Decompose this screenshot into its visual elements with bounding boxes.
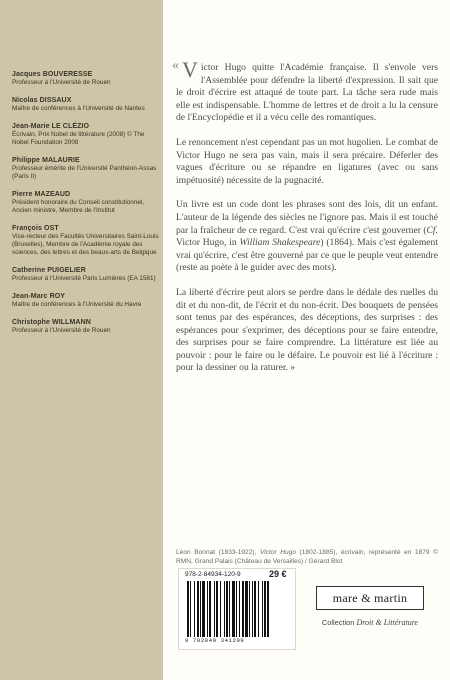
blurb xyxy=(172,57,438,387)
drop-cap: V xyxy=(182,57,198,82)
contributor-title: Écrivain, Prix Nobel de littérature (2008) © The Nobel Foundation 2008 xyxy=(12,131,145,146)
barcode-bar xyxy=(226,581,228,637)
contributor-name: Pierre MAZEAUD xyxy=(12,191,71,198)
contributor-title: Maître de conférences à l'Université du Havre xyxy=(12,301,142,308)
barcode-bar xyxy=(242,581,244,637)
paragraph-1-text: ictor Hugo quitte l'Académie française. Il s'envole vers l'Assemblée pour défendre la liberté d'expression. Il sait que le droit d'écrire est attaqué de toute part. La tâche sera rude mais elle est indispensable. L'homme de lettres et de droit a lu la censure de l'Encyclopédie et il a vécu celle des romantiques. xyxy=(176,62,438,124)
p3-text-a: Un livre est un code dont les phrases sont des lois, dit un enfant. L'auteur de la légende des siècles ne l'ignore pas. Mais il est touché par la fraîcheur de ce regard. C'est vrai qu'écrire c'est gouverner ( xyxy=(176,199,438,236)
blurb-paragraph-4: La liberté d'écrire peut alors se perdre dans le dédale des ruelles du dit et du non-dit, de l'écrit et du non-écrit. Des bouquets de pensées sont tenus par des espérances, des déceptions, des surprises : des espérances pour s'exprimer, des déceptions pour se faire entendre, des surprises pour se faire comprendre. La littérature est liée au pouvoir : pour le faire ou le défaire. Le pouvoir est lié à l'écriture : pour la dessiner ou la raturer. » xyxy=(176,286,438,374)
contributor-entry xyxy=(12,190,162,215)
contributor-title: Professeur à l'Université de Rouen xyxy=(12,79,111,86)
barcode-bar xyxy=(252,581,253,637)
barcode-bar xyxy=(258,581,259,637)
barcode-bar xyxy=(224,581,225,637)
contributor-entry xyxy=(12,266,162,283)
barcode-bar xyxy=(236,581,237,637)
contributors-sidebar xyxy=(0,0,163,680)
contributor-title: Professeur à l'Université Paris Lumières (EA 1581) xyxy=(12,275,156,282)
barcode-digits: 9 782849 341209 xyxy=(185,637,245,644)
barcode-bar xyxy=(249,581,250,637)
contributor-entry xyxy=(12,156,162,181)
blurb-paragraph-2: Le renoncement n'est cependant pas un mot hugolien. Le combat de Victor Hugo ne sera pas vain, mais il sera précaire. Déferler des vagues d'écriture ou se répandre en ligatures (avec ou sans impétuosité) nécessite de la pugnacité. xyxy=(176,136,438,186)
p3-text-b: Victor Hugo, in xyxy=(176,237,240,249)
contributor-title: Maître de conférences à l'Université de Nantes xyxy=(12,105,145,112)
contributor-entry xyxy=(12,122,162,147)
barcode-bar xyxy=(254,581,256,637)
barcode-bar xyxy=(232,581,235,637)
contributor-name: François OST xyxy=(12,225,59,232)
barcode-bar xyxy=(262,581,263,637)
barcode-bar xyxy=(245,581,248,637)
barcode-bar xyxy=(229,581,230,637)
barcode-bar xyxy=(239,581,240,637)
isbn: 978-2-84934-120-9 xyxy=(185,571,241,578)
contributor-entry xyxy=(12,70,162,87)
collection-name: Droit & Littérature xyxy=(356,618,419,627)
contributor-title: Vice-recteur des Facultés Universitaires Saint-Louis (Bruxelles), Membre de l'Académie royale des sciences, des lettres et des beaux-arts de Belgique xyxy=(12,233,159,256)
barcode-bar xyxy=(202,581,205,637)
contributors-list xyxy=(12,70,162,344)
barcode-bar xyxy=(187,581,189,637)
p3-book-title: William Shakespeare xyxy=(239,237,321,249)
contributor-title: Professeur émérite de l'Université Panthéon-Assas (Paris II) xyxy=(12,165,157,180)
barcode-bar xyxy=(220,581,221,637)
barcode-bar xyxy=(200,581,201,637)
credit-text-a: Léon Bonnat (1833-1922), xyxy=(176,549,260,556)
price: 29 € xyxy=(269,569,287,579)
barcode-bar xyxy=(209,581,211,637)
credit-title: Victor Hugo xyxy=(259,549,297,556)
contributor-name: Jacques BOUVERESSE xyxy=(12,71,93,78)
publisher-name: mare & martin xyxy=(332,590,408,605)
blurb-paragraph-1 xyxy=(176,57,438,125)
barcode-bar xyxy=(264,581,266,637)
contributor-name: Nicolas DISSAUX xyxy=(12,97,72,104)
image-credit xyxy=(176,548,438,566)
collection-label xyxy=(300,618,440,627)
barcode-bar xyxy=(194,581,195,637)
contributor-entry xyxy=(12,292,162,309)
open-quote: « xyxy=(172,58,179,73)
barcode-block xyxy=(178,568,296,650)
contributor-name: Catherine PUIGELIER xyxy=(12,267,86,274)
contributor-title: Professeur à l'Université de Rouen xyxy=(12,327,111,334)
barcode-bars xyxy=(185,581,289,637)
contributor-entry xyxy=(12,224,162,257)
credit-text-b: (1802-1885), écrivain, représenté en 1879 © RMN, Grand Palais (Château de Versailles) / Gérard Blot xyxy=(176,549,438,565)
contributor-entry xyxy=(12,96,162,113)
contributor-name: Jean-Marie LE CLÉZIO xyxy=(12,123,90,130)
contributor-name: Jean-Marc ROY xyxy=(12,293,66,300)
publisher-logo xyxy=(316,586,424,610)
barcode-bar xyxy=(214,581,215,637)
barcode-bar xyxy=(197,581,199,637)
barcode-bar xyxy=(190,581,191,637)
barcode-bar xyxy=(216,581,218,637)
blurb-paragraph-3 xyxy=(176,199,438,275)
contributor-entry xyxy=(12,318,162,335)
p3-cf: Cf. xyxy=(426,224,438,236)
barcode-bar xyxy=(207,581,208,637)
p3-text-c: ) (1864). Mais c'est également vrai qu'écrire, c'est être gouverné par ce que le peuple veut entendre (reste au poète à le guider avec des mots). xyxy=(176,237,438,274)
collection-prefix: Collection xyxy=(321,618,357,627)
contributor-name: Philippe MALAURIE xyxy=(12,157,80,164)
contributor-name: Christophe WILLMANN xyxy=(12,319,91,326)
contributor-title: Président honoraire du Conseil constitutionnel, Ancien ministre, Membre de l'Institut xyxy=(12,199,145,214)
barcode-bar xyxy=(267,581,269,637)
